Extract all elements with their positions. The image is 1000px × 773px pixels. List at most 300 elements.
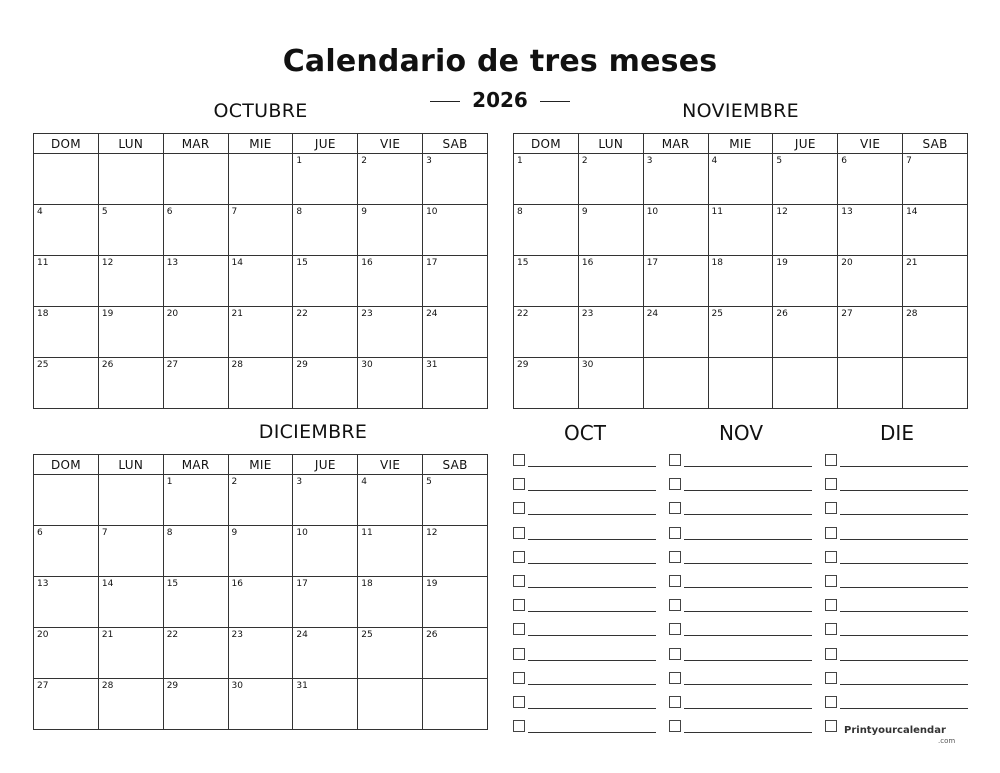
- checkbox-icon[interactable]: [513, 551, 525, 563]
- day-cell: [228, 526, 293, 577]
- day-number: 9: [231, 528, 238, 538]
- day-cell: [34, 475, 99, 526]
- checkbox-icon[interactable]: [669, 502, 681, 514]
- week-row: [34, 679, 488, 730]
- day-number: 10: [646, 207, 659, 217]
- day-cell: [423, 205, 488, 256]
- note-item: [669, 502, 813, 516]
- note-line[interactable]: [684, 563, 812, 564]
- note-item: [825, 454, 969, 468]
- checkbox-icon[interactable]: [513, 478, 525, 490]
- day-number: 23: [361, 309, 373, 319]
- note-line[interactable]: [528, 611, 656, 612]
- note-line[interactable]: [528, 490, 656, 491]
- notes-header-oct: OCT: [564, 421, 606, 445]
- note-item: [513, 672, 657, 686]
- day-cell: [903, 256, 968, 307]
- day-cell: [773, 358, 838, 409]
- note-item: [513, 623, 657, 637]
- day-number: 7: [906, 156, 912, 166]
- note-line[interactable]: [684, 635, 812, 636]
- note-line[interactable]: [684, 684, 812, 685]
- note-line[interactable]: [684, 708, 812, 709]
- note-line[interactable]: [840, 539, 968, 540]
- day-number: 3: [426, 156, 432, 166]
- day-cell: [358, 475, 423, 526]
- day-number: 20: [841, 258, 853, 268]
- day-cell: [34, 628, 99, 679]
- day-cell: [838, 358, 903, 409]
- weekday-header: LUN: [98, 134, 163, 154]
- day-number: 3: [646, 156, 653, 166]
- day-number: 8: [166, 528, 173, 538]
- day-cell: [578, 307, 643, 358]
- day-number: 25: [361, 630, 373, 640]
- brand-suffix: .com: [938, 737, 956, 745]
- checkbox-icon[interactable]: [669, 720, 681, 732]
- day-cell: [163, 205, 228, 256]
- checkbox-icon[interactable]: [513, 599, 525, 611]
- day-cell: [643, 256, 708, 307]
- day-number: 3: [296, 477, 303, 487]
- checkbox-icon[interactable]: [825, 527, 837, 539]
- day-cell: [34, 256, 99, 307]
- day-number: [838, 358, 902, 360]
- weekday-header: JUE: [293, 455, 358, 475]
- weekday-header: SAB: [423, 134, 488, 154]
- day-cell: [578, 358, 643, 409]
- day-cell: [163, 475, 228, 526]
- day-number: 22: [166, 630, 179, 640]
- checkbox-icon[interactable]: [513, 672, 525, 684]
- day-cell: [163, 577, 228, 628]
- day-number: 16: [361, 258, 373, 268]
- checkbox-icon[interactable]: [825, 551, 837, 563]
- day-cell: [163, 154, 228, 205]
- note-line[interactable]: [840, 514, 968, 515]
- note-line[interactable]: [528, 539, 656, 540]
- day-number: 16: [231, 579, 243, 589]
- week-row: [34, 154, 488, 205]
- day-cell: [98, 679, 163, 730]
- note-line[interactable]: [840, 684, 968, 685]
- day-cell: [578, 256, 643, 307]
- day-number: 29: [517, 360, 529, 370]
- note-line[interactable]: [684, 539, 812, 540]
- day-number: 6: [841, 156, 847, 166]
- checkbox-icon[interactable]: [669, 551, 681, 563]
- weekday-header: MIE: [228, 134, 293, 154]
- checkbox-icon[interactable]: [513, 720, 525, 732]
- note-line[interactable]: [840, 635, 968, 636]
- checkbox-icon[interactable]: [825, 454, 837, 466]
- day-cell: [163, 358, 228, 409]
- note-line[interactable]: [528, 587, 656, 588]
- day-cell: [163, 307, 228, 358]
- note-item: [825, 648, 969, 662]
- day-number: 15: [296, 258, 308, 268]
- note-line[interactable]: [684, 490, 812, 491]
- week-row: [34, 475, 488, 526]
- day-cell: [34, 154, 99, 205]
- day-cell: [903, 307, 968, 358]
- day-number: 10: [296, 528, 308, 538]
- day-cell: [228, 256, 293, 307]
- day-cell: [98, 154, 163, 205]
- day-cell: [514, 205, 579, 256]
- note-line[interactable]: [528, 514, 656, 515]
- day-cell: [293, 475, 358, 526]
- day-cell: [293, 358, 358, 409]
- day-number: 7: [101, 528, 108, 538]
- day-number: 23: [231, 630, 243, 640]
- note-item: [513, 720, 657, 734]
- day-cell: [293, 526, 358, 577]
- day-number: 4: [711, 156, 718, 166]
- day-number: 14: [101, 579, 114, 589]
- checkbox-icon[interactable]: [669, 454, 681, 466]
- note-item: [669, 454, 813, 468]
- day-number: 24: [426, 309, 438, 319]
- day-number: 21: [101, 630, 114, 640]
- week-row: [514, 358, 968, 409]
- day-number: [164, 154, 228, 156]
- note-line[interactable]: [684, 587, 812, 588]
- day-cell: [514, 256, 579, 307]
- note-line[interactable]: [528, 466, 656, 467]
- note-line[interactable]: [528, 563, 656, 564]
- weekday-header: VIE: [358, 455, 423, 475]
- checkbox-icon[interactable]: [669, 672, 681, 684]
- day-cell: [293, 256, 358, 307]
- day-cell: [423, 526, 488, 577]
- year-text: 2026: [472, 88, 528, 112]
- week-row: [34, 307, 488, 358]
- calendar-october: [33, 133, 488, 409]
- checkbox-icon[interactable]: [825, 672, 837, 684]
- day-cell: [643, 205, 708, 256]
- day-cell: [98, 256, 163, 307]
- weekday-header: MAR: [643, 134, 708, 154]
- checkbox-icon[interactable]: [669, 478, 681, 490]
- day-number: 10: [426, 207, 438, 217]
- day-cell: [98, 526, 163, 577]
- day-cell: [643, 307, 708, 358]
- note-line[interactable]: [528, 635, 656, 636]
- weekday-header: VIE: [838, 134, 903, 154]
- note-item: [669, 648, 813, 662]
- day-number: 24: [296, 630, 308, 640]
- day-cell: [293, 577, 358, 628]
- calendar-december: [33, 454, 488, 730]
- checkbox-icon[interactable]: [513, 648, 525, 660]
- checkbox-icon[interactable]: [825, 502, 837, 514]
- week-row: [34, 577, 488, 628]
- weekday-header: JUE: [773, 134, 838, 154]
- day-cell: [578, 205, 643, 256]
- day-number: 11: [37, 258, 49, 268]
- note-item: [669, 478, 813, 492]
- note-line[interactable]: [840, 587, 968, 588]
- checkbox-icon[interactable]: [513, 527, 525, 539]
- day-number: 22: [296, 309, 308, 319]
- checkbox-icon[interactable]: [825, 696, 837, 708]
- day-cell: [423, 256, 488, 307]
- day-number: 12: [101, 258, 114, 268]
- weekday-header: DOM: [34, 455, 99, 475]
- day-number: 28: [231, 360, 243, 370]
- note-line[interactable]: [684, 514, 812, 515]
- day-number: 29: [166, 681, 179, 691]
- note-line[interactable]: [684, 466, 812, 467]
- day-number: 4: [361, 477, 367, 487]
- day-cell: [358, 679, 423, 730]
- note-item: [513, 478, 657, 492]
- day-cell: [34, 205, 99, 256]
- note-line[interactable]: [840, 611, 968, 612]
- day-number: 13: [166, 258, 179, 268]
- day-cell: [838, 307, 903, 358]
- week-row: [34, 205, 488, 256]
- day-number: 24: [646, 309, 659, 319]
- notes-column-oct: [513, 454, 657, 734]
- day-cell: [838, 154, 903, 205]
- day-number: 18: [361, 579, 373, 589]
- checkbox-icon[interactable]: [825, 599, 837, 611]
- note-line[interactable]: [840, 563, 968, 564]
- day-cell: [163, 256, 228, 307]
- day-cell: [34, 577, 99, 628]
- weekday-header: MAR: [163, 134, 228, 154]
- weekday-header: MIE: [708, 134, 773, 154]
- day-cell: [423, 628, 488, 679]
- day-cell: [708, 256, 773, 307]
- month-title-october: OCTUBRE: [213, 100, 308, 122]
- day-cell: [514, 358, 579, 409]
- note-item: [513, 502, 657, 516]
- day-cell: [228, 679, 293, 730]
- day-cell: [228, 154, 293, 205]
- day-number: 8: [517, 207, 523, 217]
- note-line[interactable]: [840, 660, 968, 661]
- day-number: 30: [581, 360, 594, 370]
- note-item: [825, 672, 969, 686]
- day-number: 11: [361, 528, 373, 538]
- day-cell: [423, 679, 488, 730]
- day-number: 9: [581, 207, 588, 217]
- notes-header-die: DIE: [880, 421, 914, 445]
- day-cell: [228, 475, 293, 526]
- day-cell: [228, 577, 293, 628]
- week-row: [34, 256, 488, 307]
- day-cell: [708, 307, 773, 358]
- day-number: 6: [37, 528, 43, 538]
- day-number: 19: [101, 309, 114, 319]
- day-cell: [293, 205, 358, 256]
- day-cell: [163, 679, 228, 730]
- day-cell: [358, 307, 423, 358]
- note-item: [513, 648, 657, 662]
- checkbox-icon[interactable]: [513, 696, 525, 708]
- note-item: [825, 599, 969, 613]
- day-number: 16: [581, 258, 594, 268]
- weekday-header: DOM: [514, 134, 579, 154]
- day-cell: [358, 154, 423, 205]
- day-cell: [423, 154, 488, 205]
- weekday-header: LUN: [578, 134, 643, 154]
- day-number: [99, 475, 163, 477]
- day-cell: [358, 628, 423, 679]
- day-number: 31: [426, 360, 438, 370]
- day-cell: [514, 307, 579, 358]
- day-number: 1: [296, 156, 303, 166]
- day-cell: [903, 205, 968, 256]
- day-number: 12: [426, 528, 438, 538]
- page-title: Calendario de tres meses: [282, 44, 718, 79]
- day-cell: [228, 628, 293, 679]
- checkbox-icon[interactable]: [825, 478, 837, 490]
- note-item: [513, 527, 657, 541]
- day-number: 1: [517, 156, 523, 166]
- note-item: [825, 575, 969, 589]
- day-cell: [903, 154, 968, 205]
- checkbox-icon[interactable]: [825, 575, 837, 587]
- day-cell: [163, 628, 228, 679]
- month-title-november: NOVIEMBRE: [682, 100, 799, 122]
- note-line[interactable]: [528, 732, 656, 733]
- calendar-november: [513, 133, 968, 409]
- day-number: 20: [37, 630, 49, 640]
- note-item: [825, 527, 969, 541]
- week-row: [34, 628, 488, 679]
- day-cell: [903, 358, 968, 409]
- weekday-header: JUE: [293, 134, 358, 154]
- day-number: 27: [166, 360, 179, 370]
- weekday-header: MAR: [163, 455, 228, 475]
- checkbox-icon[interactable]: [513, 575, 525, 587]
- checkbox-icon[interactable]: [669, 696, 681, 708]
- month-title-december: DICIEMBRE: [258, 421, 368, 443]
- note-item: [669, 720, 813, 734]
- week-row: [34, 358, 488, 409]
- day-cell: [293, 628, 358, 679]
- day-cell: [643, 154, 708, 205]
- weekday-header: SAB: [903, 134, 968, 154]
- day-number: 20: [166, 309, 179, 319]
- notes-header-nov: NOV: [718, 421, 764, 445]
- note-line[interactable]: [684, 732, 812, 733]
- day-number: 5: [776, 156, 783, 166]
- weekday-header: LUN: [98, 455, 163, 475]
- day-cell: [773, 154, 838, 205]
- note-item: [669, 696, 813, 710]
- day-cell: [773, 256, 838, 307]
- notes-column-die: [825, 454, 969, 734]
- checkbox-icon[interactable]: [669, 648, 681, 660]
- checkbox-icon[interactable]: [513, 502, 525, 514]
- day-cell: [838, 205, 903, 256]
- day-number: 11: [711, 207, 723, 217]
- day-cell: [98, 307, 163, 358]
- day-number: 30: [231, 681, 243, 691]
- day-number: 30: [361, 360, 373, 370]
- note-line[interactable]: [840, 466, 968, 467]
- day-number: 27: [37, 681, 49, 691]
- brand-logo: Printyourcalendar: [844, 725, 946, 736]
- week-row: [514, 307, 968, 358]
- day-number: 25: [37, 360, 49, 370]
- day-cell: [98, 475, 163, 526]
- note-item: [669, 527, 813, 541]
- day-cell: [708, 154, 773, 205]
- day-cell: [293, 307, 358, 358]
- checkbox-icon[interactable]: [825, 648, 837, 660]
- day-number: 2: [231, 477, 238, 487]
- note-line[interactable]: [528, 660, 656, 661]
- checkbox-icon[interactable]: [669, 599, 681, 611]
- checkbox-icon[interactable]: [669, 623, 681, 635]
- note-line[interactable]: [840, 708, 968, 709]
- note-item: [825, 551, 969, 565]
- note-item: [669, 575, 813, 589]
- day-cell: [163, 526, 228, 577]
- weekday-header: DOM: [34, 134, 99, 154]
- checkbox-icon[interactable]: [513, 454, 525, 466]
- note-line[interactable]: [840, 490, 968, 491]
- day-number: 17: [296, 579, 308, 589]
- day-number: 23: [581, 309, 594, 319]
- day-number: 17: [646, 258, 659, 268]
- day-number: 26: [426, 630, 438, 640]
- day-cell: [358, 358, 423, 409]
- note-item: [825, 478, 969, 492]
- day-number: 8: [296, 207, 303, 217]
- note-line[interactable]: [684, 611, 812, 612]
- week-row: [514, 154, 968, 205]
- day-cell: [423, 475, 488, 526]
- note-item: [825, 502, 969, 516]
- checkbox-icon[interactable]: [669, 527, 681, 539]
- checkbox-icon[interactable]: [825, 720, 837, 732]
- day-cell: [514, 154, 579, 205]
- week-row: [514, 256, 968, 307]
- day-number: 19: [426, 579, 438, 589]
- checkbox-icon[interactable]: [513, 623, 525, 635]
- day-number: 15: [517, 258, 529, 268]
- day-cell: [578, 154, 643, 205]
- day-cell: [643, 358, 708, 409]
- note-item: [513, 696, 657, 710]
- day-number: 26: [101, 360, 114, 370]
- day-number: 25: [711, 309, 723, 319]
- day-cell: [358, 577, 423, 628]
- checkbox-icon[interactable]: [825, 623, 837, 635]
- day-cell: [34, 679, 99, 730]
- day-number: [423, 679, 487, 681]
- note-line[interactable]: [528, 708, 656, 709]
- checkbox-icon[interactable]: [669, 575, 681, 587]
- day-number: 4: [37, 207, 43, 217]
- note-item: [513, 575, 657, 589]
- day-number: 9: [361, 207, 367, 217]
- note-line[interactable]: [684, 660, 812, 661]
- day-cell: [228, 205, 293, 256]
- day-number: [903, 358, 967, 360]
- weekday-header: VIE: [358, 134, 423, 154]
- day-number: 21: [231, 309, 243, 319]
- day-number: 26: [776, 309, 788, 319]
- note-line[interactable]: [528, 684, 656, 685]
